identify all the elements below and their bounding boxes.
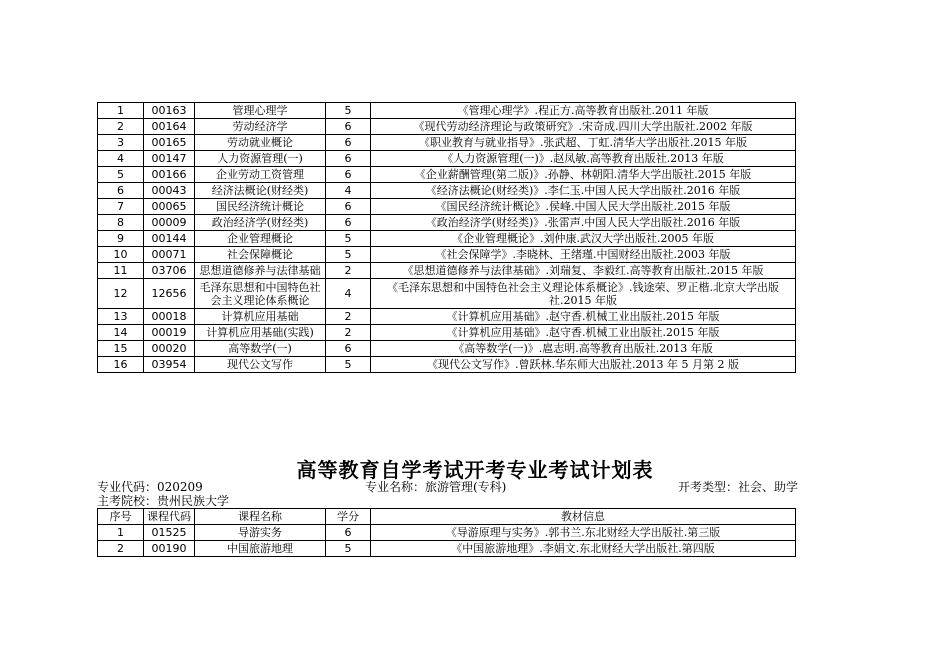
course-code: 00009 <box>144 215 195 231</box>
table-row <box>98 263 796 279</box>
textbook-info: 《国民经济统计概论》.侯峰.中国人民大学出版社.2015 年版 <box>371 199 796 215</box>
course-credit: 6 <box>326 215 371 231</box>
textbook-info: 《社会保障学》.李晓林、王绪瑾.中国财经出版社.2003 年版 <box>371 247 796 263</box>
course-code: 00065 <box>144 199 195 215</box>
table-row <box>98 167 796 183</box>
header-name: 课程名称 <box>195 509 326 525</box>
row-number: 14 <box>98 325 144 341</box>
textbook-info: 《计算机应用基础》.赵守香.机械工业出版社.2015 年版 <box>371 309 796 325</box>
course-code: 00166 <box>144 167 195 183</box>
course-name: 人力资源管理(一) <box>195 151 326 167</box>
course-credit: 6 <box>326 119 371 135</box>
course-code: 00019 <box>144 325 195 341</box>
course-name: 劳动经济学 <box>195 119 326 135</box>
course-credit: 6 <box>326 167 371 183</box>
course-name: 中国旅游地理 <box>195 541 326 557</box>
course-code: 00071 <box>144 247 195 263</box>
table-row <box>98 103 796 119</box>
row-number: 9 <box>98 231 144 247</box>
course-code: 00163 <box>144 103 195 119</box>
textbook-info: 《思想道德修养与法律基础》.刘瑞复、李毅红.高等教育出版社.2015 年版 <box>371 263 796 279</box>
header-code: 课程代码 <box>144 509 195 525</box>
textbook-info: 《高等数学(一)》.扈志明.高等教育出版社.2013 年版 <box>371 341 796 357</box>
table-header-row <box>98 509 796 525</box>
course-name: 计算机应用基础(实践) <box>195 325 326 341</box>
course-credit: 2 <box>326 325 371 341</box>
textbook-info: 《毛泽东思想和中国特色社会主义理论体系概论》.钱途荣、罗正楷.北京大学出版社.2015 年版 <box>371 279 796 309</box>
table-row <box>98 525 796 541</box>
row-number: 13 <box>98 309 144 325</box>
course-code: 03954 <box>144 357 195 373</box>
course-code: 12656 <box>144 279 195 309</box>
course-name: 政治经济学(财经类) <box>195 215 326 231</box>
textbook-info: 《政治经济学(财经类)》.张雷声.中国人民大学出版社.2016 年版 <box>371 215 796 231</box>
row-number: 1 <box>98 103 144 119</box>
course-code: 00020 <box>144 341 195 357</box>
course-table-1 <box>97 102 796 373</box>
course-name: 国民经济统计概论 <box>195 199 326 215</box>
row-number: 11 <box>98 263 144 279</box>
course-code: 01525 <box>144 525 195 541</box>
course-name: 计算机应用基础 <box>195 309 326 325</box>
course-code: 00144 <box>144 231 195 247</box>
course-credit: 5 <box>326 357 371 373</box>
textbook-info: 《职业教育与就业指导》.张武超、丁虹.清华大学出版社.2015 年版 <box>371 135 796 151</box>
course-name: 毛泽东思想和中国特色社会主义理论体系概论 <box>195 279 326 309</box>
course-name: 现代公文写作 <box>195 357 326 373</box>
course-name: 管理心理学 <box>195 103 326 119</box>
textbook-info: 《企业管理概论》.刘仲康.武汉大学出版社.2005 年版 <box>371 231 796 247</box>
textbook-info: 《经济法概论(财经类)》.李仁玉.中国人民大学出版社.2016 年版 <box>371 183 796 199</box>
textbook-info: 《现代公文写作》.曾跃林.华东师大出版社.2013 年 5 月第 2 版 <box>371 357 796 373</box>
course-name: 企业管理概论 <box>195 231 326 247</box>
header-no: 序号 <box>98 509 144 525</box>
table-row <box>98 341 796 357</box>
row-number: 3 <box>98 135 144 151</box>
row-number: 5 <box>98 167 144 183</box>
course-credit: 5 <box>326 541 371 557</box>
textbook-info: 《中国旅游地理》.李娟文.东北财经大学出版社.第四版 <box>371 541 796 557</box>
table-row <box>98 325 796 341</box>
table-row <box>98 183 796 199</box>
course-credit: 2 <box>326 263 371 279</box>
table-row <box>98 247 796 263</box>
course-name: 思想道德修养与法律基础 <box>195 263 326 279</box>
course-credit: 5 <box>326 247 371 263</box>
course-code: 00147 <box>144 151 195 167</box>
row-number: 16 <box>98 357 144 373</box>
course-name: 高等数学(一) <box>195 341 326 357</box>
table-row <box>98 541 796 557</box>
row-number: 6 <box>98 183 144 199</box>
textbook-info: 《管理心理学》.程正方.高等教育出版社.2011 年版 <box>371 103 796 119</box>
table-row <box>98 119 796 135</box>
course-name: 劳动就业概论 <box>195 135 326 151</box>
table-row <box>98 215 796 231</box>
textbook-info: 《现代劳动经济理论与政策研究》.宋奇成.四川大学出版社.2002 年版 <box>371 119 796 135</box>
course-credit: 4 <box>326 279 371 309</box>
course-code: 00190 <box>144 541 195 557</box>
major-code: 专业代码：020209 <box>97 480 203 494</box>
course-credit: 6 <box>326 341 371 357</box>
major-name: 专业名称：旅游管理(专科) <box>365 480 507 494</box>
table-row <box>98 279 796 309</box>
textbook-info: 《导游原理与实务》.郭书兰.东北财经大学出版社.第三版 <box>371 525 796 541</box>
row-number: 2 <box>98 541 144 557</box>
plan-title: 高等教育自学考试开考专业考试计划表 <box>296 458 654 482</box>
row-number: 7 <box>98 199 144 215</box>
course-code: 00043 <box>144 183 195 199</box>
course-code: 03706 <box>144 263 195 279</box>
course-name: 企业劳动工资管理 <box>195 167 326 183</box>
header-book: 教材信息 <box>371 509 796 525</box>
table-row <box>98 151 796 167</box>
row-number: 4 <box>98 151 144 167</box>
row-number: 8 <box>98 215 144 231</box>
course-code: 00018 <box>144 309 195 325</box>
course-credit: 4 <box>326 183 371 199</box>
row-number: 10 <box>98 247 144 263</box>
table-row <box>98 357 796 373</box>
course-credit: 6 <box>326 151 371 167</box>
row-number: 1 <box>98 525 144 541</box>
row-number: 2 <box>98 119 144 135</box>
table-row <box>98 135 796 151</box>
course-credit: 2 <box>326 309 371 325</box>
table-row <box>98 199 796 215</box>
table-row <box>98 231 796 247</box>
host-school: 主考院校：贵州民族大学 <box>97 494 230 508</box>
course-name: 经济法概论(财经类) <box>195 183 326 199</box>
row-number: 12 <box>98 279 144 309</box>
course-credit: 5 <box>326 231 371 247</box>
table-row <box>98 309 796 325</box>
textbook-info: 《人力资源管理(一)》.赵凤敏.高等教育出版社.2013 年版 <box>371 151 796 167</box>
row-number: 15 <box>98 341 144 357</box>
course-code: 00165 <box>144 135 195 151</box>
textbook-info: 《计算机应用基础》.赵守香.机械工业出版社.2015 年版 <box>371 325 796 341</box>
course-code: 00164 <box>144 119 195 135</box>
textbook-info: 《企业薪酬管理(第二版)》.孙静、林朝阳.清华大学出版社.2015 年版 <box>371 167 796 183</box>
course-credit: 6 <box>326 135 371 151</box>
course-table-2 <box>97 508 796 557</box>
exam-type: 开考类型：社会、助学 <box>678 480 799 494</box>
course-name: 社会保障概论 <box>195 247 326 263</box>
course-credit: 5 <box>326 103 371 119</box>
course-credit: 6 <box>326 525 371 541</box>
course-name: 导游实务 <box>195 525 326 541</box>
course-credit: 6 <box>326 199 371 215</box>
header-credit: 学分 <box>326 509 371 525</box>
